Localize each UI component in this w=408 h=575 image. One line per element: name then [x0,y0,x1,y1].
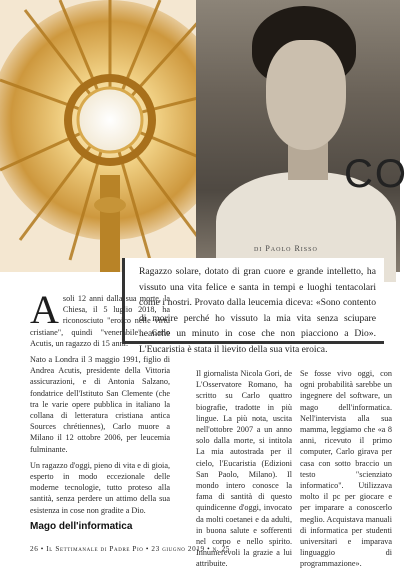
section-title: Mago dell'informatica [30,520,133,532]
paragraph-3: Un ragazzo d'oggi, pieno di vita e di gioia, esperto in modo eccezionale delle moderne tecnologie, tutto proteso alla santità, senza perdere un attimo della sua esistenza in cose non gradite a Dio. [30,460,170,515]
paragraph-1-text: soli 12 anni dalla sua morte, la Chiesa, il 5 luglio 2018, ha riconosciuto "eroico nelle virtù cristiane", quindi "venerabile", Carlo Acutis, un ragazzo di 15 anni. [30,294,170,348]
hero-image-area [0,0,408,272]
article-byline: di Paolo Risso [254,244,318,253]
paragraph-4: Il giornalista Nicola Gori, de L'Osservatore Romano, ha scritto su Carlo quattro biografie, tradotte in più lingue. La più nota, uscita nell'ottobre 2007 a un anno solo dalla morte, si intitola La mia autostrada per il cielo, l'Eucaristia (Edizioni San Paolo, Milano). Il mondo intero conosce la fama di santità di questo quindicenne d'oggi, invocato da molti coetanei e da adulti, in buona salute e sofferenti nel corpo e nello spirito. Innumerevoli la grazie a lui attribuite. [196,369,292,569]
dropcap-letter: A [30,287,59,332]
paragraph-2: Nato a Londra il 3 maggio 1991, figlio di Andrea Acutis, presidente della Vittoria assicurazioni, e di Antonia Salzano, fondatrice dell'Istituto San Clemente (che tra le varie opere pubblica in italiano la collana di letteratura cristiana antica Sources chrétiennes), Carlo muore a Milano il 12 ottobre 2006, per leucemia fulminante. [30,355,170,454]
intro-highlight-text: Ragazzo solare, dotato di gran cuore e grande intelletto, ha vissuto una vita felice e santa in tempi e luoghi tentacolari come i nostri. Provato dalla leucemia diceva: «Sono contento di morire perché ho vissuto la mia vita senza sciupare neanche un minuto in cose che non piacciono a Dio». L'Eucaristia è stata il lievito della sua vita eroica. [139,266,376,355]
paragraph-1 [30,287,170,349]
page-footer: 26 • Il Settimanale di Padre Pio • 23 giugno 2019 • n. 25 [30,545,230,553]
headline-fragment: CO [344,152,408,196]
paragraph-5: Se fosse vivo oggi, con ogni probabilità sarebbe un ingegnere del software, un mago dell'informatica. Nell'intervista alla sua mamma, leggiamo che «a 8 anni, ricevuto il primo computer, Carlo girava per casa con sotto braccio un testo "scienziato informatico". Utilizzava molto il pc per giocare e per imparare a conoscerlo meglio. Acquistava manuali di informatica per studenti universitari e imparava linguaggio di programmazione». [300,369,392,569]
portrait-photo [196,0,400,272]
article-column-middle [196,368,292,575]
article-column-left [30,287,170,535]
article-column-right [300,368,392,575]
portrait-face [266,40,346,150]
